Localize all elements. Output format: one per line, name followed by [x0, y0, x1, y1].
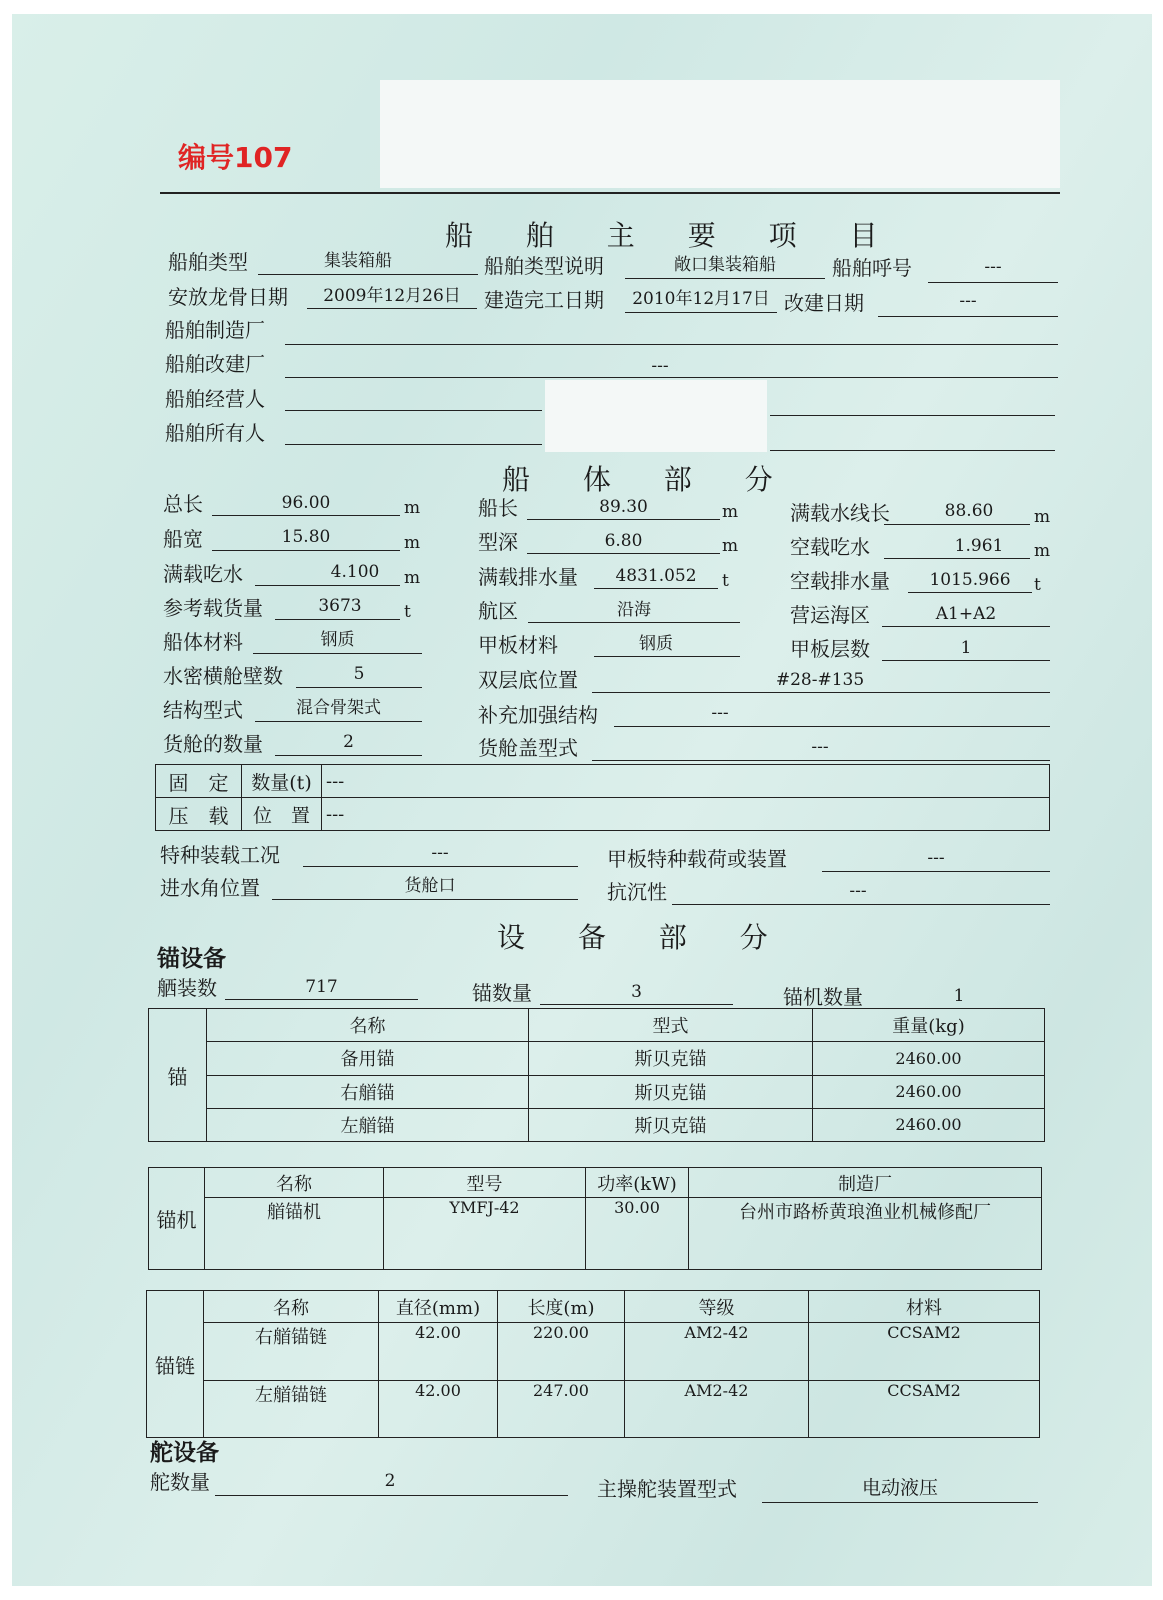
table-row: [149, 1108, 1045, 1141]
underline: [625, 278, 825, 279]
label: 船舶经营人: [165, 387, 265, 411]
unit: m: [404, 533, 421, 553]
pos-label: 位 置: [242, 798, 322, 831]
label: 锚机数量: [783, 985, 863, 1009]
underline: [882, 660, 1050, 661]
underline: [770, 415, 1055, 416]
loa: 96.00: [281, 493, 331, 513]
underline: [770, 450, 1055, 451]
underline: [928, 282, 1058, 283]
unsink: ---: [849, 881, 867, 901]
label: 船宽: [163, 527, 203, 551]
underline: [540, 1004, 733, 1005]
cell: 斯贝克锚: [529, 1042, 813, 1075]
label: 空载排水量: [790, 569, 890, 593]
underline: [275, 755, 422, 756]
cell: CCSAM2: [809, 1323, 1040, 1381]
build-date: 2010年12月17日: [632, 289, 770, 309]
keel-date: 2009年12月26日: [323, 286, 461, 306]
reinforce: ---: [711, 703, 729, 723]
label: 补充加强结构: [478, 703, 598, 727]
underline: [908, 592, 1032, 593]
underline: [672, 904, 1050, 905]
hull-title: 船 体 部 分: [502, 463, 795, 496]
label: 航区: [478, 599, 518, 623]
label: 建造完工日期: [484, 288, 604, 312]
ballast-pos: ---: [322, 798, 1050, 831]
title: 船 舶 主 要 项 目: [445, 219, 900, 252]
decks: 1: [960, 638, 972, 658]
table-row: [149, 1075, 1045, 1108]
op-area: A1+A2: [935, 604, 997, 624]
table-label: 锚: [149, 1009, 207, 1142]
unit: m: [722, 536, 739, 556]
col-header: 长度(m): [498, 1291, 625, 1323]
hull-material: 钢质: [320, 630, 355, 650]
underline: [884, 524, 1030, 525]
underline: [592, 692, 1050, 693]
col-header: 等级: [625, 1291, 809, 1323]
cell: 30.00: [586, 1198, 689, 1270]
underline: [625, 312, 777, 313]
full-disp: 4831.052: [615, 566, 697, 586]
underline: [882, 626, 1050, 627]
equip-num: 717: [305, 977, 338, 997]
unit: t: [722, 571, 729, 591]
underline: [212, 515, 400, 516]
rudder-count: 2: [384, 1471, 396, 1491]
unit: m: [1034, 541, 1051, 561]
col-header: 名称: [205, 1168, 384, 1198]
double-bottom: #28-#135: [775, 670, 865, 690]
lbp: 89.30: [599, 497, 648, 517]
underline: [225, 999, 418, 1000]
deck-material: 钢质: [639, 634, 673, 654]
table-label: 锚链: [147, 1291, 204, 1438]
underline: [285, 344, 1058, 345]
label: 锚数量: [472, 981, 532, 1005]
cell: 左艏锚: [207, 1108, 529, 1141]
label: 进水角位置: [160, 876, 260, 900]
underline: [762, 1502, 1038, 1503]
label: 船舶类型说明: [484, 254, 604, 278]
label: 结构型式: [163, 698, 243, 722]
anchor-table: [148, 1008, 1045, 1142]
col-header: 直径(mm): [379, 1291, 498, 1323]
underline: [296, 687, 422, 688]
windlass-count: 1: [953, 986, 965, 1006]
chain-table: [146, 1290, 1040, 1438]
cell: CCSAM2: [809, 1380, 1040, 1438]
table-row: [147, 1380, 1040, 1438]
cell: 台州市路桥黄琅渔业机械修配厂: [689, 1198, 1042, 1270]
label: 营运海区: [790, 603, 870, 627]
hatch: ---: [811, 737, 829, 757]
label: 船舶呼号: [832, 256, 912, 280]
underline: [275, 619, 400, 620]
type-desc: 敞口集装箱船: [674, 255, 776, 275]
cell: 42.00: [379, 1323, 498, 1381]
doc-number: 编号107: [178, 141, 293, 174]
col-header: 材料: [809, 1291, 1040, 1323]
redaction: [545, 380, 767, 452]
label: 货舱的数量: [163, 732, 263, 756]
windlass-table: [148, 1167, 1042, 1270]
special-load: ---: [431, 843, 449, 863]
full-draft: 4.100: [330, 562, 380, 582]
ballast-table: [155, 764, 1050, 831]
underline: [212, 550, 400, 551]
label: 船舶制造厂: [165, 318, 265, 342]
label: 改建日期: [784, 291, 864, 315]
underline: [527, 553, 720, 554]
section-heading: 舵设备: [150, 1440, 219, 1466]
cell: 247.00: [498, 1380, 625, 1438]
label: 参考载货量: [163, 596, 263, 620]
redaction: [380, 80, 1060, 188]
label: 水密横舱壁数: [163, 664, 283, 688]
cell: 42.00: [379, 1380, 498, 1438]
underline: [272, 899, 578, 900]
cell: 右艏锚链: [204, 1323, 379, 1381]
col-header: 名称: [204, 1291, 379, 1323]
underline: [255, 721, 422, 722]
bulkheads: 5: [353, 664, 365, 684]
underline: [303, 866, 578, 867]
underline: [594, 588, 718, 589]
cell: AM2-42: [625, 1380, 809, 1438]
unit: m: [1034, 507, 1051, 527]
label: 船体材料: [163, 630, 243, 654]
label: 甲板特种载荷或装置: [607, 847, 787, 871]
unit: m: [404, 498, 421, 518]
depth: 6.80: [604, 531, 643, 551]
section-heading: 锚设备: [157, 946, 226, 972]
cell: 2460.00: [813, 1042, 1045, 1075]
underline: [285, 410, 542, 411]
nav-area: 沿海: [617, 600, 651, 620]
cargo: 3673: [318, 596, 362, 616]
qty-label: 数量(t): [242, 765, 322, 798]
label: 甲板材料: [478, 633, 558, 657]
call-sign: ---: [984, 257, 1002, 277]
col-header: 型式: [529, 1009, 813, 1042]
label: 船舶类型: [168, 250, 248, 274]
divider: [160, 192, 1060, 194]
label: 满载水线长: [790, 501, 890, 525]
label: 船舶所有人: [165, 421, 265, 445]
table-label: 锚机: [149, 1168, 205, 1270]
cell: YMFJ-42: [384, 1198, 586, 1270]
col-header: 重量(kg): [813, 1009, 1045, 1042]
underline: [878, 316, 1058, 317]
label: 双层底位置: [478, 668, 578, 692]
label: 空载吃水: [790, 535, 870, 559]
lwl: 88.60: [944, 501, 994, 521]
table-row: [149, 1042, 1045, 1075]
unit: t: [1034, 575, 1041, 595]
cell: 斯贝克锚: [529, 1075, 813, 1108]
holds: 2: [343, 732, 354, 752]
ballast-label: 压 载: [156, 798, 242, 831]
underline: [614, 726, 1050, 727]
structure: 混合骨架式: [296, 698, 381, 718]
label: 特种装载工况: [160, 843, 280, 867]
unit: m: [722, 502, 739, 522]
underline: [527, 519, 720, 520]
label: 主操舵装置型式: [597, 1477, 737, 1501]
rebuild-date: ---: [959, 291, 977, 311]
label: 满载排水量: [478, 565, 578, 589]
col-header: 名称: [207, 1009, 529, 1042]
cell: 220.00: [498, 1323, 625, 1381]
ballast-qty: ---: [322, 765, 1050, 798]
underline: [285, 444, 542, 445]
label: 满载吃水: [163, 562, 243, 586]
underline: [528, 622, 740, 623]
label: 总长: [163, 492, 203, 516]
unit: m: [404, 568, 421, 588]
underline: [592, 760, 1050, 761]
table-row: [149, 1198, 1042, 1270]
anchor-count: 3: [631, 982, 642, 1002]
col-header: 制造厂: [689, 1168, 1042, 1198]
cell: 备用锚: [207, 1042, 529, 1075]
cell: 斯贝克锚: [529, 1108, 813, 1141]
underline: [215, 1495, 568, 1496]
col-header: 型号: [384, 1168, 586, 1198]
underline: [255, 585, 400, 586]
rebuilder: ---: [651, 356, 669, 376]
label: 舾装数: [157, 976, 217, 1000]
cell: 2460.00: [813, 1075, 1045, 1108]
label: 货舱盖型式: [478, 736, 578, 760]
label: 型深: [478, 530, 518, 554]
label: 甲板层数: [790, 637, 870, 661]
cell: 左艏锚链: [204, 1380, 379, 1438]
unit: t: [404, 602, 411, 622]
col-header: 功率(kW): [586, 1168, 689, 1198]
underline: [822, 871, 1050, 872]
underline: [594, 656, 740, 657]
underline: [884, 558, 1030, 559]
steering-type: 电动液压: [861, 1477, 938, 1499]
label: 抗沉性: [607, 880, 667, 904]
breadth: 15.80: [281, 527, 331, 547]
equip-title: 设 备 部 分: [497, 921, 790, 954]
ship-type: 集装箱船: [324, 251, 392, 271]
light-draft: 1.961: [954, 536, 1004, 556]
underline: [253, 653, 422, 654]
cell: 艏锚机: [205, 1198, 384, 1270]
light-disp: 1015.966: [929, 570, 1011, 590]
table-row: [147, 1323, 1040, 1381]
deck-special: ---: [927, 848, 945, 868]
label: 船舶改建厂: [165, 352, 265, 376]
underline: [307, 308, 477, 309]
label: 船长: [478, 496, 518, 520]
cell: 2460.00: [813, 1108, 1045, 1141]
underline: [258, 274, 478, 275]
flood-angle: 货舱口: [404, 876, 456, 896]
ballast-label: 固 定: [156, 765, 242, 798]
cell: 右艏锚: [207, 1075, 529, 1108]
underline: [285, 377, 1058, 378]
cell: AM2-42: [625, 1323, 809, 1381]
label: 安放龙骨日期: [168, 285, 288, 309]
label: 舵数量: [150, 1470, 210, 1494]
